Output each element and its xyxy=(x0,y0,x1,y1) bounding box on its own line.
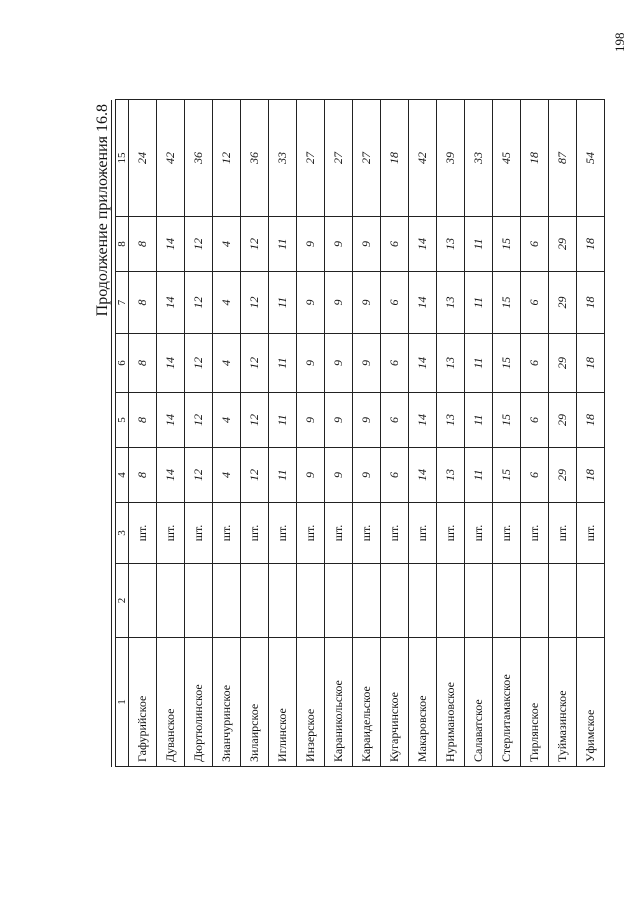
district-name-cell: Дюртюлинское xyxy=(185,638,213,767)
value-cell: 12 xyxy=(213,100,241,217)
value-cell: 6 xyxy=(521,448,549,503)
value-cell: 11 xyxy=(269,334,297,393)
column-2-cell xyxy=(521,564,549,638)
value-cell: 9 xyxy=(353,272,381,334)
table-row xyxy=(493,100,521,767)
value-cell: 12 xyxy=(241,217,269,272)
value-cell: 11 xyxy=(465,217,493,272)
value-cell: 8 xyxy=(129,393,157,448)
column-number-cell: 3 xyxy=(116,503,129,564)
column-number-cell: 8 xyxy=(116,217,129,272)
district-name-cell: Гафурийское xyxy=(129,638,157,767)
column-2-cell xyxy=(409,564,437,638)
unit-cell: шт. xyxy=(157,503,185,564)
table-row xyxy=(269,100,297,767)
value-cell: 36 xyxy=(185,100,213,217)
table-row xyxy=(409,100,437,767)
column-2-cell xyxy=(353,564,381,638)
data-table xyxy=(115,99,605,767)
district-name-cell: Дуванское xyxy=(157,638,185,767)
value-cell: 54 xyxy=(577,100,605,217)
unit-cell: шт. xyxy=(409,503,437,564)
column-2-cell xyxy=(549,564,577,638)
column-number-cell: 2 xyxy=(116,564,129,638)
unit-cell: шт. xyxy=(381,503,409,564)
value-cell: 15 xyxy=(493,393,521,448)
rotated-page-content xyxy=(94,100,597,767)
value-cell: 4 xyxy=(213,217,241,272)
column-number-cell: 7 xyxy=(116,272,129,334)
value-cell: 11 xyxy=(269,393,297,448)
value-cell: 29 xyxy=(549,217,577,272)
table-row xyxy=(353,100,381,767)
district-name-cell: Нуримановское xyxy=(437,638,465,767)
table-row xyxy=(521,100,549,767)
district-name-cell: Уфимское xyxy=(577,638,605,767)
table-row xyxy=(381,100,409,767)
table-row xyxy=(549,100,577,767)
value-cell: 33 xyxy=(465,100,493,217)
value-cell: 9 xyxy=(353,393,381,448)
value-cell: 87 xyxy=(549,100,577,217)
column-number-cell: 6 xyxy=(116,334,129,393)
value-cell: 9 xyxy=(325,272,353,334)
value-cell: 15 xyxy=(493,334,521,393)
unit-cell: шт. xyxy=(437,503,465,564)
table-row xyxy=(157,100,185,767)
value-cell: 14 xyxy=(157,217,185,272)
value-cell: 9 xyxy=(353,334,381,393)
value-cell: 15 xyxy=(493,272,521,334)
value-cell: 11 xyxy=(269,272,297,334)
column-2-cell xyxy=(157,564,185,638)
column-2-cell xyxy=(493,564,521,638)
table-row xyxy=(185,100,213,767)
unit-cell: шт. xyxy=(465,503,493,564)
district-name-cell: Караникольское xyxy=(325,638,353,767)
value-cell: 9 xyxy=(325,217,353,272)
column-2-cell xyxy=(269,564,297,638)
column-number-cell: 4 xyxy=(116,448,129,503)
unit-cell: шт. xyxy=(129,503,157,564)
value-cell: 12 xyxy=(241,448,269,503)
value-cell: 14 xyxy=(157,448,185,503)
value-cell: 9 xyxy=(325,393,353,448)
value-cell: 11 xyxy=(269,448,297,503)
district-name-cell: Зилаирское xyxy=(241,638,269,767)
unit-cell: шт. xyxy=(353,503,381,564)
value-cell: 33 xyxy=(269,100,297,217)
value-cell: 14 xyxy=(157,393,185,448)
column-number-cell: 1 xyxy=(116,638,129,767)
table-row xyxy=(325,100,353,767)
value-cell: 12 xyxy=(185,272,213,334)
table-row xyxy=(465,100,493,767)
value-cell: 6 xyxy=(521,334,549,393)
page-number: 198 xyxy=(612,32,627,52)
value-cell: 6 xyxy=(521,393,549,448)
title-rule xyxy=(111,100,112,767)
value-cell: 15 xyxy=(493,217,521,272)
value-cell: 18 xyxy=(577,272,605,334)
value-cell: 12 xyxy=(241,334,269,393)
unit-cell: шт. xyxy=(241,503,269,564)
value-cell: 14 xyxy=(409,272,437,334)
column-2-cell xyxy=(437,564,465,638)
value-cell: 9 xyxy=(353,448,381,503)
district-name-cell: Тирлянское xyxy=(521,638,549,767)
value-cell: 9 xyxy=(297,272,325,334)
value-cell: 12 xyxy=(241,272,269,334)
value-cell: 4 xyxy=(213,393,241,448)
value-cell: 8 xyxy=(129,448,157,503)
column-number-row xyxy=(116,100,129,767)
table-row xyxy=(577,100,605,767)
value-cell: 13 xyxy=(437,334,465,393)
column-number-cell: 5 xyxy=(116,393,129,448)
unit-cell: шт. xyxy=(521,503,549,564)
column-2-cell xyxy=(465,564,493,638)
value-cell: 14 xyxy=(409,393,437,448)
column-2-cell xyxy=(241,564,269,638)
value-cell: 11 xyxy=(269,217,297,272)
value-cell: 11 xyxy=(465,448,493,503)
value-cell: 11 xyxy=(465,272,493,334)
value-cell: 6 xyxy=(381,272,409,334)
value-cell: 45 xyxy=(493,100,521,217)
value-cell: 9 xyxy=(325,334,353,393)
table-row xyxy=(241,100,269,767)
value-cell: 12 xyxy=(185,334,213,393)
column-2-cell xyxy=(381,564,409,638)
value-cell: 6 xyxy=(521,217,549,272)
value-cell: 11 xyxy=(465,393,493,448)
value-cell: 9 xyxy=(353,217,381,272)
district-name-cell: Караидельское xyxy=(353,638,381,767)
district-name-cell: Кугарчинское xyxy=(381,638,409,767)
document-title: Продолжение приложения 16.8 xyxy=(94,104,111,317)
column-2-cell xyxy=(185,564,213,638)
value-cell: 14 xyxy=(409,448,437,503)
value-cell: 39 xyxy=(437,100,465,217)
value-cell: 29 xyxy=(549,334,577,393)
value-cell: 6 xyxy=(381,448,409,503)
district-name-cell: Макаровское xyxy=(409,638,437,767)
unit-cell: шт. xyxy=(213,503,241,564)
value-cell: 13 xyxy=(437,448,465,503)
value-cell: 24 xyxy=(129,100,157,217)
value-cell: 6 xyxy=(381,334,409,393)
table-row xyxy=(437,100,465,767)
value-cell: 11 xyxy=(465,334,493,393)
value-cell: 42 xyxy=(157,100,185,217)
value-cell: 18 xyxy=(577,334,605,393)
value-cell: 12 xyxy=(241,393,269,448)
column-2-cell xyxy=(325,564,353,638)
value-cell: 12 xyxy=(185,448,213,503)
district-name-cell: Иглинское xyxy=(269,638,297,767)
value-cell: 18 xyxy=(381,100,409,217)
value-cell: 42 xyxy=(409,100,437,217)
value-cell: 18 xyxy=(577,217,605,272)
value-cell: 13 xyxy=(437,393,465,448)
value-cell: 4 xyxy=(213,334,241,393)
value-cell: 27 xyxy=(325,100,353,217)
value-cell: 18 xyxy=(521,100,549,217)
value-cell: 29 xyxy=(549,448,577,503)
value-cell: 18 xyxy=(577,393,605,448)
value-cell: 6 xyxy=(521,272,549,334)
value-cell: 14 xyxy=(409,334,437,393)
value-cell: 27 xyxy=(353,100,381,217)
column-2-cell xyxy=(297,564,325,638)
table-row xyxy=(213,100,241,767)
value-cell: 29 xyxy=(549,393,577,448)
value-cell: 9 xyxy=(297,448,325,503)
value-cell: 12 xyxy=(185,217,213,272)
value-cell: 29 xyxy=(549,272,577,334)
value-cell: 8 xyxy=(129,334,157,393)
value-cell: 9 xyxy=(297,393,325,448)
column-2-cell xyxy=(129,564,157,638)
value-cell: 9 xyxy=(325,448,353,503)
district-name-cell: Инзерское xyxy=(297,638,325,767)
unit-cell: шт. xyxy=(325,503,353,564)
district-name-cell: Стерлитамакское xyxy=(493,638,521,767)
value-cell: 13 xyxy=(437,272,465,334)
unit-cell: шт. xyxy=(549,503,577,564)
value-cell: 18 xyxy=(577,448,605,503)
value-cell: 8 xyxy=(129,272,157,334)
value-cell: 6 xyxy=(381,217,409,272)
value-cell: 12 xyxy=(185,393,213,448)
value-cell: 6 xyxy=(381,393,409,448)
table-row xyxy=(297,100,325,767)
district-name-cell: Туймазинское xyxy=(549,638,577,767)
unit-cell: шт. xyxy=(577,503,605,564)
value-cell: 9 xyxy=(297,334,325,393)
district-name-cell: Зианчуринское xyxy=(213,638,241,767)
value-cell: 4 xyxy=(213,272,241,334)
value-cell: 9 xyxy=(297,217,325,272)
column-2-cell xyxy=(213,564,241,638)
table-row xyxy=(129,100,157,767)
district-name-cell: Салаватское xyxy=(465,638,493,767)
value-cell: 4 xyxy=(213,448,241,503)
value-cell: 15 xyxy=(493,448,521,503)
value-cell: 14 xyxy=(157,272,185,334)
unit-cell: шт. xyxy=(269,503,297,564)
column-number-cell: 15 xyxy=(116,100,129,217)
value-cell: 13 xyxy=(437,217,465,272)
value-cell: 14 xyxy=(157,334,185,393)
value-cell: 36 xyxy=(241,100,269,217)
unit-cell: шт. xyxy=(493,503,521,564)
value-cell: 14 xyxy=(409,217,437,272)
value-cell: 27 xyxy=(297,100,325,217)
value-cell: 8 xyxy=(129,217,157,272)
unit-cell: шт. xyxy=(297,503,325,564)
column-2-cell xyxy=(577,564,605,638)
unit-cell: шт. xyxy=(185,503,213,564)
